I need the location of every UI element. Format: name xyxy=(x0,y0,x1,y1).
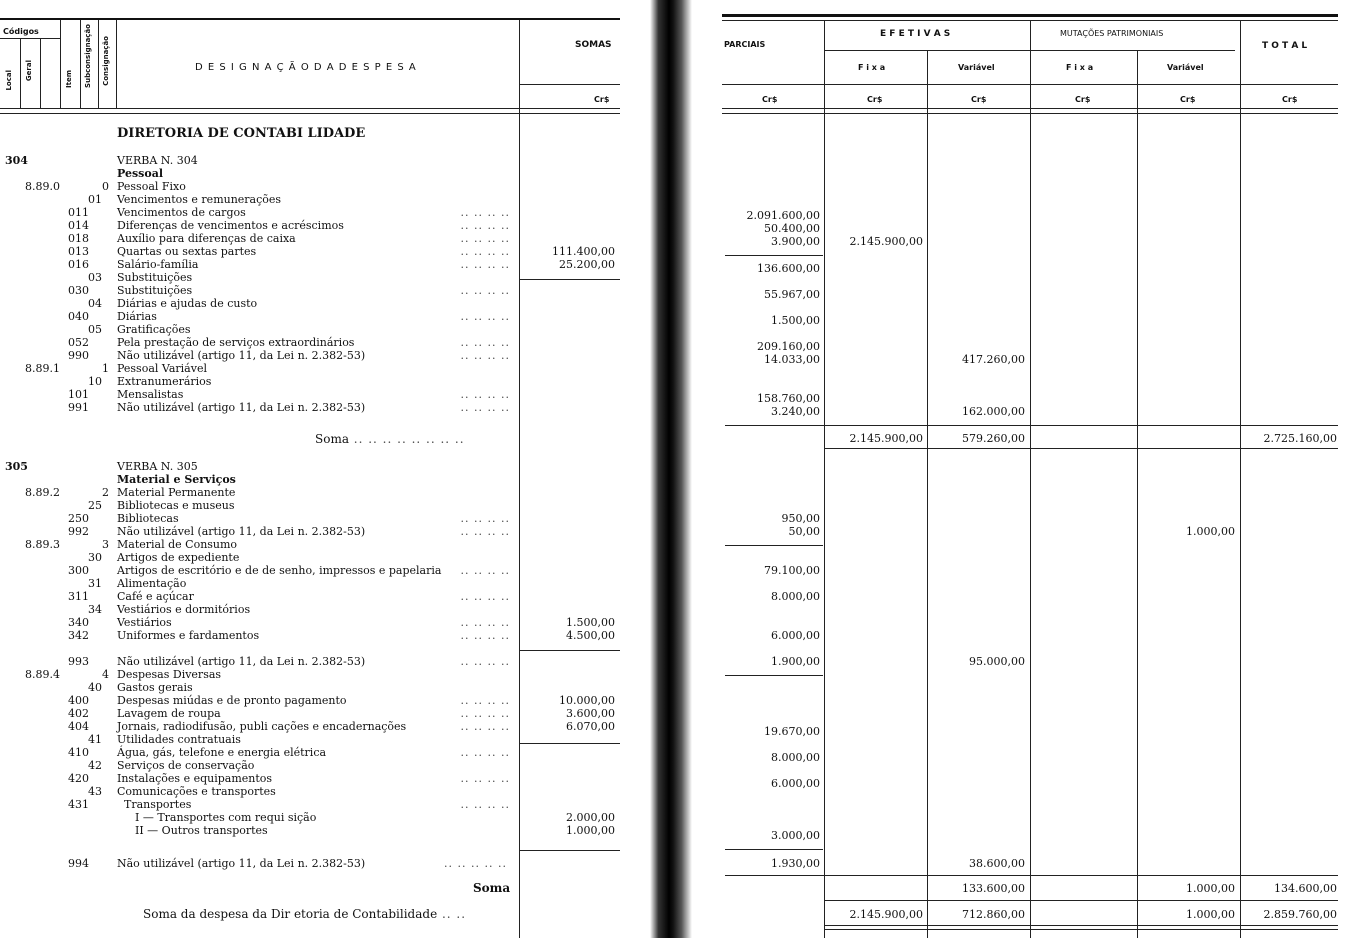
table-row xyxy=(0,512,620,525)
leader-dots: .. .. .. .. xyxy=(460,798,510,811)
currency-header: Cr$ xyxy=(1180,95,1196,104)
row-label: II — Outros transportes xyxy=(135,824,268,837)
soma-rule xyxy=(519,650,620,651)
currency-header: Cr$ xyxy=(594,95,610,104)
row-label: Despesas Diversas xyxy=(117,668,222,681)
efetivas-header: E F E T I V A S xyxy=(880,29,951,39)
parcial-value: 158.760,00 xyxy=(757,392,820,405)
parcial-value: 2.091.600,00 xyxy=(746,209,820,222)
table-row xyxy=(0,733,620,746)
table-row xyxy=(0,564,620,577)
leader-dots: .. .. .. .. xyxy=(460,258,510,271)
soma-rule xyxy=(725,425,1338,426)
parcial-value: 79.100,00 xyxy=(764,564,820,577)
header-bottom-rule-2 xyxy=(0,113,620,114)
row-subcode: 2 xyxy=(102,486,109,499)
mutacao-variavel-soma: 1.000,00 xyxy=(1186,882,1235,895)
table-row xyxy=(0,538,620,551)
row-code: 300 xyxy=(68,564,89,577)
row-label: Utilidades contratuais xyxy=(117,733,241,746)
row-code: 016 xyxy=(68,258,89,271)
parcial-value: 8.000,00 xyxy=(771,590,820,603)
row-subcode: 1 xyxy=(102,362,109,375)
currency-header: Cr$ xyxy=(762,95,778,104)
row-label: Artigos de escritório e de de senho, impressos e papelaria xyxy=(117,564,442,577)
row-label: Vestiários xyxy=(117,616,172,629)
col-rule xyxy=(1137,50,1138,938)
row-label: Bibliotecas e museus xyxy=(117,499,235,512)
fixa-soma: 2.145.900,00 xyxy=(849,432,923,445)
parcial-value: 14.033,00 xyxy=(764,353,820,366)
table-row xyxy=(0,271,620,284)
leader-dots: .. .. .. .. xyxy=(460,629,510,642)
row-code: 011 xyxy=(68,206,89,219)
table-row xyxy=(0,460,620,473)
row-label: Gastos gerais xyxy=(117,681,193,694)
table-row xyxy=(0,206,620,219)
row-label: Bibliotecas xyxy=(117,512,179,525)
soma-rule xyxy=(825,448,1338,449)
table-row xyxy=(0,655,620,668)
codigos-rule xyxy=(0,38,60,39)
row-label: Gratificações xyxy=(117,323,191,336)
row-code: 305 xyxy=(5,460,28,473)
section-title: DIRETORIA DE CONTABI LIDADE xyxy=(117,126,366,141)
row-code: 013 xyxy=(68,245,89,258)
soma-value: 2.000,00 xyxy=(566,811,615,824)
row-label: Serviços de conservação xyxy=(117,759,255,772)
table-row xyxy=(0,284,620,297)
soma-header-rule xyxy=(519,84,620,85)
variavel-value: 162.000,00 xyxy=(962,405,1025,418)
soma-rule xyxy=(725,875,1338,876)
row-code: 250 xyxy=(68,512,89,525)
row-label: I — Transportes com requi sição xyxy=(135,811,317,824)
parcial-value: 55.967,00 xyxy=(764,288,820,301)
fixa-patrimonial-header: F i x a xyxy=(1066,63,1094,72)
table-row xyxy=(0,772,620,785)
leader-dots: .. .. .. .. xyxy=(460,655,510,668)
row-label: Lavagem de roupa xyxy=(117,707,221,720)
currency-header: Cr$ xyxy=(971,95,987,104)
col-rule xyxy=(98,20,99,108)
total-rule xyxy=(825,925,1338,926)
row-label: Salário-família xyxy=(117,258,199,271)
row-code: 8.89.0 xyxy=(25,180,60,193)
table-row xyxy=(0,193,620,206)
row-label: Água, gás, telefone e energia elétrica xyxy=(117,746,327,759)
row-label: Substituições xyxy=(117,271,193,284)
table-row xyxy=(0,375,620,388)
mutacoes-header: MUTAÇÕES PATRIMONIAIS xyxy=(1060,29,1164,38)
row-code: 431 xyxy=(68,798,89,811)
leader-dots: .. .. .. .. xyxy=(460,590,510,603)
row-label: Não utilizável (artigo 11, da Lei n. 2.382-53) xyxy=(117,349,366,362)
soma-label-305: Soma xyxy=(473,881,511,895)
row-code: 052 xyxy=(68,336,89,349)
table-row xyxy=(0,486,620,499)
row-code: 342 xyxy=(68,629,89,642)
table-row xyxy=(0,245,620,258)
fixa-header: F i x a xyxy=(858,63,886,72)
parcial-value: 3.240,00 xyxy=(771,405,820,418)
soma-label-304: Soma .. .. .. .. .. .. .. .. xyxy=(315,432,465,446)
parcial-value: 50,00 xyxy=(788,525,820,538)
row-label: Despesas miúdas e de pronto pagamento xyxy=(117,694,347,707)
row-label: Quartas ou sextas partes xyxy=(117,245,257,258)
somas-header: SOMAS xyxy=(575,40,612,50)
row-code: 311 xyxy=(68,590,89,603)
parcial-value: 50.400,00 xyxy=(764,222,820,235)
parcial-value: 1.900,00 xyxy=(771,655,820,668)
leader-dots: .. .. .. .. xyxy=(460,707,510,720)
fixa-total: 2.145.900,00 xyxy=(849,908,923,921)
leader-dots: .. .. .. .. xyxy=(460,245,510,258)
leader-dots: .. .. .. .. xyxy=(460,232,510,245)
row-subcode: 0 xyxy=(102,180,109,193)
row-subcode: 03 xyxy=(88,271,102,284)
leader-dots: .. .. .. .. xyxy=(460,310,510,323)
currency-header: Cr$ xyxy=(1075,95,1091,104)
row-label: VERBA N. 305 xyxy=(117,460,198,473)
table-row xyxy=(0,577,620,590)
parcial-value: 136.600,00 xyxy=(757,262,820,275)
row-subcode: 25 xyxy=(88,499,102,512)
row-label: Pessoal xyxy=(117,167,164,180)
leader-dots: .. .. .. .. xyxy=(460,512,510,525)
row-label: Material e Serviços xyxy=(117,473,236,486)
leader-dots: .. .. .. .. xyxy=(460,772,510,785)
table-row xyxy=(0,258,620,271)
variavel-value: 38.600,00 xyxy=(969,857,1025,870)
parciais-header: PARCIAIS xyxy=(724,40,766,49)
row-label: Alimentação xyxy=(117,577,187,590)
row-code: 402 xyxy=(68,707,89,720)
row-subcode: 41 xyxy=(88,733,102,746)
table-row xyxy=(0,681,620,694)
parcial-value: 6.000,00 xyxy=(771,629,820,642)
table-row xyxy=(0,525,620,538)
row-label: Não utilizável (artigo 11, da Lei n. 2.382-53) xyxy=(117,857,366,870)
row-subcode: 42 xyxy=(88,759,102,772)
subtotal-rule xyxy=(725,675,823,676)
subtotal-rule xyxy=(725,545,823,546)
table-row xyxy=(0,668,620,681)
row-label: Material Permanente xyxy=(117,486,236,499)
leader-dots: .. .. .. .. xyxy=(460,349,510,362)
row-code: 420 xyxy=(68,772,89,785)
row-code: 030 xyxy=(68,284,89,297)
table-row xyxy=(0,616,620,629)
grand-total: 2.859.760,00 xyxy=(1263,908,1337,921)
total-rule xyxy=(825,929,1338,930)
col-rule xyxy=(80,20,81,108)
table-row xyxy=(0,811,620,824)
mutacao-variavel-value: 1.000,00 xyxy=(1186,525,1235,538)
row-label: Café e açúcar xyxy=(117,590,194,603)
row-code: 101 xyxy=(68,388,89,401)
leader-dots: .. .. .. .. xyxy=(460,219,510,232)
row-code: 014 xyxy=(68,219,89,232)
leader-dots: .. .. .. .. xyxy=(460,284,510,297)
leader-dots: .. .. .. .. xyxy=(460,720,510,733)
item-header: Item xyxy=(65,70,73,88)
row-label: Pessoal Variável xyxy=(117,362,207,375)
parcial-value: 3.900,00 xyxy=(771,235,820,248)
row-subcode: 01 xyxy=(88,193,102,206)
col-rule xyxy=(60,20,61,108)
row-label: Diferenças de vencimentos e acréscimos xyxy=(117,219,344,232)
row-subcode: 3 xyxy=(102,538,109,551)
soma-value: 10.000,00 xyxy=(559,694,615,707)
row-label: Instalações e equipamentos xyxy=(117,772,273,785)
soma-value: 1.500,00 xyxy=(566,616,615,629)
row-label: Vencimentos e remunerações xyxy=(117,193,282,206)
variavel-header: Variável xyxy=(958,63,995,72)
row-label: Mensalistas xyxy=(117,388,184,401)
row-subcode: 30 xyxy=(88,551,102,564)
header-top-rule xyxy=(0,18,620,20)
soma-value: 3.600,00 xyxy=(566,707,615,720)
leader-dots: .. .. .. .. xyxy=(460,694,510,707)
leader-dots: .. .. .. .. xyxy=(460,616,510,629)
leader-dots: .. .. .. .. xyxy=(460,206,510,219)
col-rule xyxy=(927,50,928,938)
mutacao-variavel-total: 1.000,00 xyxy=(1186,908,1235,921)
header-bottom-rule-1 xyxy=(0,108,620,109)
row-label: Material de Consumo xyxy=(117,538,238,551)
row-subcode: 43 xyxy=(88,785,102,798)
parcial-value: 1.500,00 xyxy=(771,314,820,327)
soma-text: Soma xyxy=(315,432,349,446)
table-row xyxy=(0,167,620,180)
parcial-value: 950,00 xyxy=(781,512,820,525)
consignacao-header: Consignação xyxy=(102,36,110,86)
soma-value: 4.500,00 xyxy=(566,629,615,642)
total-soma: 134.600,00 xyxy=(1274,882,1337,895)
leader-dots: .. .. .. .. .. xyxy=(444,857,507,870)
subtotal-rule xyxy=(725,849,823,850)
leader-dots: .. .. .. .. xyxy=(460,746,510,759)
row-code: 018 xyxy=(68,232,89,245)
table-row xyxy=(0,388,620,401)
row-label: Vestiários e dormitórios xyxy=(117,603,251,616)
total-soma: 2.725.160,00 xyxy=(1263,432,1337,445)
row-label: Artigos de expediente xyxy=(117,551,240,564)
col-rule xyxy=(116,20,117,108)
table-row xyxy=(0,473,620,486)
parcial-value: 1.930,00 xyxy=(771,857,820,870)
row-label: Pela prestação de serviços extraordinários xyxy=(117,336,355,349)
total-label-text: Soma da despesa da Dir etoria de Contabilidade xyxy=(143,907,438,921)
table-row xyxy=(0,590,620,603)
table-row xyxy=(0,310,620,323)
variavel-patrimonial-header: Variável xyxy=(1167,63,1204,72)
soma-rule xyxy=(825,900,1338,901)
parcial-value: 3.000,00 xyxy=(771,829,820,842)
row-code: 991 xyxy=(68,401,89,414)
row-code: 410 xyxy=(68,746,89,759)
row-subcode: 31 xyxy=(88,577,102,590)
table-row xyxy=(0,694,620,707)
row-label: Não utilizável (artigo 11, da Lei n. 2.382-53) xyxy=(117,525,366,538)
row-subcode: 40 xyxy=(88,681,102,694)
geral-header: Geral xyxy=(25,60,33,82)
col-rule xyxy=(824,20,825,938)
row-subcode: 34 xyxy=(88,603,102,616)
table-row xyxy=(0,499,620,512)
soma-rule xyxy=(519,743,620,744)
row-code: 8.89.3 xyxy=(25,538,60,551)
book-spine xyxy=(650,0,692,938)
parcial-value: 8.000,00 xyxy=(771,751,820,764)
row-label: Comunicações e transportes xyxy=(117,785,276,798)
table-row xyxy=(0,746,620,759)
col-rule xyxy=(1030,20,1031,938)
table-row xyxy=(0,824,620,837)
row-label: Vencimentos de cargos xyxy=(117,206,246,219)
soma-rule xyxy=(519,850,620,851)
row-label: Extranumerários xyxy=(117,375,212,388)
variavel-total: 712.860,00 xyxy=(962,908,1025,921)
row-subcode: 05 xyxy=(88,323,102,336)
row-code: 040 xyxy=(68,310,89,323)
table-row xyxy=(0,629,620,642)
row-label: Jornais, radiodifusão, publi cações e encadernações xyxy=(117,720,407,733)
row-subcode: 4 xyxy=(102,668,109,681)
variavel-value: 417.260,00 xyxy=(962,353,1025,366)
row-code: 8.89.2 xyxy=(25,486,60,499)
table-row xyxy=(0,180,620,193)
row-label: Auxílio para diferenças de caixa xyxy=(117,232,296,245)
table-row xyxy=(0,857,620,870)
col-rule xyxy=(1240,20,1241,938)
variavel-soma: 579.260,00 xyxy=(962,432,1025,445)
right-header-top-rule xyxy=(722,14,1338,17)
row-label: Não utilizável (artigo 11, da Lei n. 2.382-53) xyxy=(117,401,366,414)
soma-value: 25.200,00 xyxy=(559,258,615,271)
row-code: 992 xyxy=(68,525,89,538)
variavel-value: 95.000,00 xyxy=(969,655,1025,668)
parcial-value: 209.160,00 xyxy=(757,340,820,353)
row-code: 304 xyxy=(5,154,28,167)
currency-header: Cr$ xyxy=(867,95,883,104)
table-row xyxy=(0,707,620,720)
leader-dots: .. .. .. .. xyxy=(460,564,510,577)
parcial-value: 19.670,00 xyxy=(764,725,820,738)
table-row xyxy=(0,323,620,336)
total-header: T O T A L xyxy=(1262,41,1308,51)
table-row xyxy=(0,798,620,811)
leader-dots: .. .. .. .. xyxy=(460,388,510,401)
table-row xyxy=(0,349,620,362)
table-row xyxy=(0,232,620,245)
row-label: VERBA N. 304 xyxy=(117,154,198,167)
row-code: 340 xyxy=(68,616,89,629)
table-row xyxy=(0,401,620,414)
row-label: Diárias e ajudas de custo xyxy=(117,297,258,310)
col-rule xyxy=(40,38,41,108)
row-code: 993 xyxy=(68,655,89,668)
table-row xyxy=(0,336,620,349)
leader-dots: .. .. .. .. xyxy=(460,336,510,349)
row-subcode: 04 xyxy=(88,297,102,310)
col-rule xyxy=(20,38,21,108)
soma-value: 1.000,00 xyxy=(566,824,615,837)
local-header: Local xyxy=(5,70,13,91)
fixa-value: 2.145.900,00 xyxy=(849,235,923,248)
row-code: 8.89.1 xyxy=(25,362,60,375)
codigos-header: Códigos xyxy=(3,27,39,36)
table-row xyxy=(0,219,620,232)
subtotal-rule xyxy=(725,255,823,256)
row-label: Uniformes e fardamentos xyxy=(117,629,260,642)
table-row xyxy=(0,759,620,772)
table-row xyxy=(0,154,620,167)
leader-dots: .. .. .. .. xyxy=(460,525,510,538)
soma-value: 111.400,00 xyxy=(552,245,615,258)
table-row xyxy=(0,603,620,616)
variavel-soma: 133.600,00 xyxy=(962,882,1025,895)
currency-header: Cr$ xyxy=(1282,95,1298,104)
soma-value: 6.070,00 xyxy=(566,720,615,733)
row-code: 994 xyxy=(68,857,89,870)
row-code: 990 xyxy=(68,349,89,362)
total-label: Soma da despesa da Dir etoria de Contabilidade .. .. xyxy=(143,907,467,921)
table-row xyxy=(0,297,620,310)
row-code: 8.89.4 xyxy=(25,668,60,681)
row-label: Substituições xyxy=(117,284,193,297)
row-code: 404 xyxy=(68,720,89,733)
row-code: 400 xyxy=(68,694,89,707)
table-row xyxy=(0,720,620,733)
row-label: Não utilizável (artigo 11, da Lei n. 2.382-53) xyxy=(117,655,366,668)
subconsignacao-header: Subconsignação xyxy=(84,24,92,88)
row-label: Diárias xyxy=(117,310,157,323)
row-label: Transportes xyxy=(124,798,192,811)
table-row xyxy=(0,785,620,798)
table-row xyxy=(0,362,620,375)
leader-dots: .. .. .. .. xyxy=(460,401,510,414)
soma-rule xyxy=(519,279,620,280)
parcial-value: 6.000,00 xyxy=(771,777,820,790)
row-subcode: 10 xyxy=(88,375,102,388)
row-label: Pessoal Fixo xyxy=(117,180,186,193)
table-row xyxy=(0,551,620,564)
designacao-header: D E S I G N A Ç Ã O D A D E S P E S A xyxy=(195,62,417,73)
